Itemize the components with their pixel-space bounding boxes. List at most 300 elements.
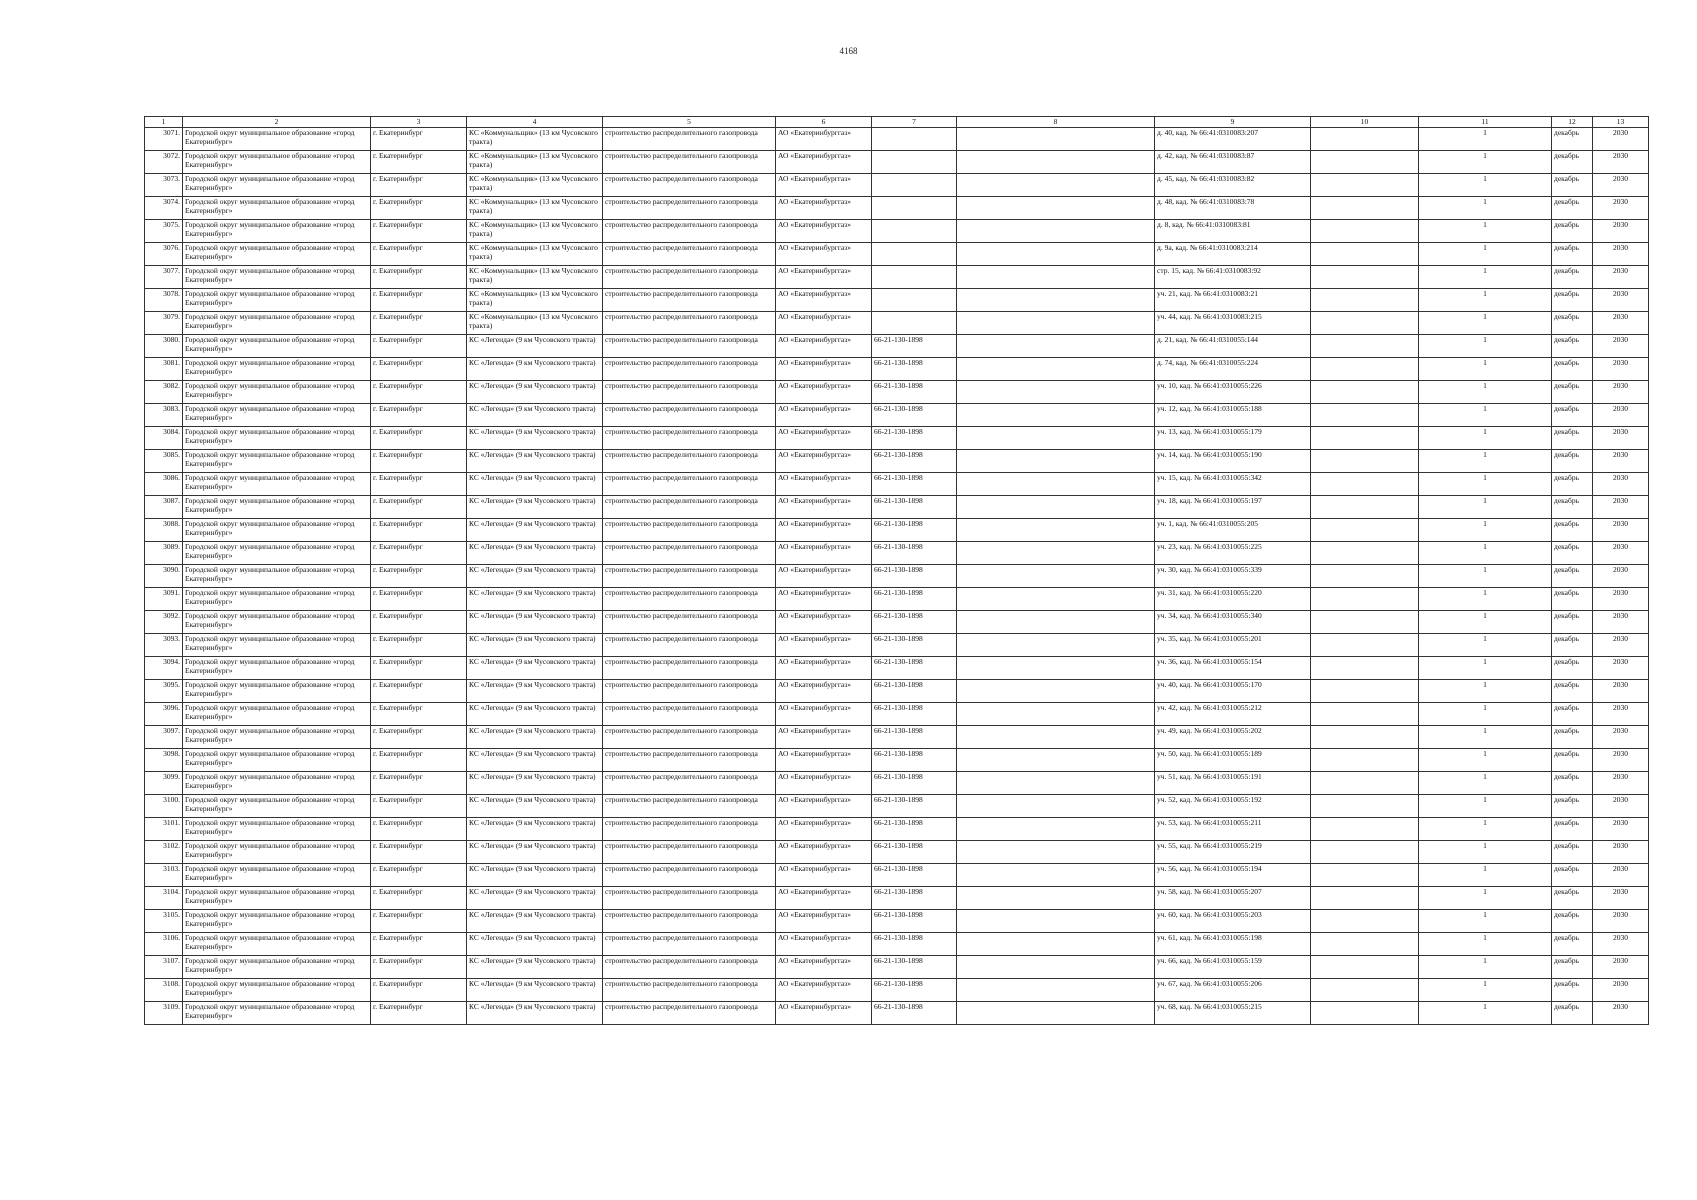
code-cell: 66-21-130-1898 — [872, 496, 957, 519]
owner-cell: АО «Екатеринбурггаз» — [776, 726, 872, 749]
object-cell: КС «Легенда» (9 км Чусовского тракта) — [467, 749, 603, 772]
column-8-cell — [957, 358, 1155, 381]
column-header-9: 9 — [1155, 117, 1311, 128]
month-cell: декабрь — [1552, 841, 1593, 864]
object-cell: КС «Легенда» (9 км Чусовского тракта) — [467, 818, 603, 841]
row-number: 3109. — [145, 1002, 183, 1025]
year-cell: 2030 — [1593, 404, 1649, 427]
cadastral-cell: д. 21, кад. № 66:41:0310055:144 — [1155, 335, 1311, 358]
year-cell: 2030 — [1593, 473, 1649, 496]
work-type-cell: строительство распределительного газопровода — [603, 473, 776, 496]
column-10-cell — [1311, 749, 1419, 772]
row-number: 3099. — [145, 772, 183, 795]
owner-cell: АО «Екатеринбурггаз» — [776, 335, 872, 358]
cadastral-cell: уч. 36, кад. № 66:41:0310055:154 — [1155, 657, 1311, 680]
object-cell: КС «Легенда» (9 км Чусовского тракта) — [467, 772, 603, 795]
code-cell — [872, 289, 957, 312]
cadastral-cell: уч. 35, кад. № 66:41:0310055:201 — [1155, 634, 1311, 657]
column-8-cell — [957, 151, 1155, 174]
year-cell: 2030 — [1593, 312, 1649, 335]
cadastral-cell: уч. 10, кад. № 66:41:0310055:226 — [1155, 381, 1311, 404]
column-10-cell — [1311, 243, 1419, 266]
cadastral-cell: д. 74, кад. № 66:41:0310055:224 — [1155, 358, 1311, 381]
row-number: 3086. — [145, 473, 183, 496]
work-type-cell: строительство распределительного газопровода — [603, 933, 776, 956]
year-cell: 2030 — [1593, 703, 1649, 726]
work-type-cell: строительство распределительного газопровода — [603, 358, 776, 381]
work-type-cell: строительство распределительного газопровода — [603, 772, 776, 795]
column-10-cell — [1311, 864, 1419, 887]
month-cell: декабрь — [1552, 772, 1593, 795]
column-8-cell — [957, 841, 1155, 864]
work-type-cell: строительство распределительного газопровода — [603, 519, 776, 542]
month-cell: декабрь — [1552, 174, 1593, 197]
table-header — [145, 117, 1649, 128]
column-10-cell — [1311, 335, 1419, 358]
owner-cell: АО «Екатеринбурггаз» — [776, 496, 872, 519]
municipality-cell: Городской округ муниципальное образование «город Екатеринбург» — [183, 795, 371, 818]
year-cell: 2030 — [1593, 887, 1649, 910]
column-8-cell — [957, 427, 1155, 450]
column-8-cell — [957, 1002, 1155, 1025]
header-row — [145, 117, 1649, 128]
month-cell: декабрь — [1552, 887, 1593, 910]
table-row — [145, 680, 1649, 703]
table-row — [145, 243, 1649, 266]
table-body — [145, 128, 1649, 1025]
column-8-cell — [957, 795, 1155, 818]
table-row — [145, 818, 1649, 841]
municipality-cell: Городской округ муниципальное образование «город Екатеринбург» — [183, 1002, 371, 1025]
city-cell: г. Екатеринбург — [371, 197, 467, 220]
work-type-cell: строительство распределительного газопровода — [603, 128, 776, 151]
month-cell: декабрь — [1552, 657, 1593, 680]
object-cell: КС «Коммунальщик» (13 км Чусовского тракта) — [467, 312, 603, 335]
cadastral-cell: уч. 12, кад. № 66:41:0310055:188 — [1155, 404, 1311, 427]
owner-cell: АО «Екатеринбурггаз» — [776, 381, 872, 404]
month-cell: декабрь — [1552, 312, 1593, 335]
city-cell: г. Екатеринбург — [371, 726, 467, 749]
code-cell: 66-21-130-1898 — [872, 887, 957, 910]
municipality-cell: Городской округ муниципальное образование «город Екатеринбург» — [183, 657, 371, 680]
month-cell: декабрь — [1552, 519, 1593, 542]
column-10-cell — [1311, 151, 1419, 174]
column-8-cell — [957, 818, 1155, 841]
city-cell: г. Екатеринбург — [371, 703, 467, 726]
work-type-cell: строительство распределительного газопровода — [603, 611, 776, 634]
work-type-cell: строительство распределительного газопровода — [603, 450, 776, 473]
year-cell: 2030 — [1593, 933, 1649, 956]
owner-cell: АО «Екатеринбурггаз» — [776, 289, 872, 312]
cadastral-cell: уч. 1, кад. № 66:41:0310055:205 — [1155, 519, 1311, 542]
column-10-cell — [1311, 910, 1419, 933]
table-row — [145, 312, 1649, 335]
month-cell: декабрь — [1552, 933, 1593, 956]
work-type-cell: строительство распределительного газопровода — [603, 588, 776, 611]
city-cell: г. Екатеринбург — [371, 565, 467, 588]
quantity-cell: 1 — [1419, 979, 1552, 1002]
municipality-cell: Городской округ муниципальное образование «город Екатеринбург» — [183, 243, 371, 266]
column-10-cell — [1311, 933, 1419, 956]
column-10-cell — [1311, 128, 1419, 151]
quantity-cell: 1 — [1419, 933, 1552, 956]
column-header-11: 11 — [1419, 117, 1552, 128]
year-cell: 2030 — [1593, 795, 1649, 818]
city-cell: г. Екатеринбург — [371, 496, 467, 519]
column-10-cell — [1311, 657, 1419, 680]
quantity-cell: 1 — [1419, 358, 1552, 381]
work-type-cell: строительство распределительного газопровода — [603, 220, 776, 243]
table-row — [145, 519, 1649, 542]
city-cell: г. Екатеринбург — [371, 910, 467, 933]
table-row — [145, 1002, 1649, 1025]
column-header-6: 6 — [776, 117, 872, 128]
row-number: 3107. — [145, 956, 183, 979]
row-number: 3077. — [145, 266, 183, 289]
year-cell: 2030 — [1593, 542, 1649, 565]
work-type-cell: строительство распределительного газопровода — [603, 680, 776, 703]
code-cell: 66-21-130-1898 — [872, 841, 957, 864]
object-cell: КС «Легенда» (9 км Чусовского тракта) — [467, 634, 603, 657]
municipality-cell: Городской округ муниципальное образование «город Екатеринбург» — [183, 565, 371, 588]
column-10-cell — [1311, 289, 1419, 312]
table-row — [145, 864, 1649, 887]
quantity-cell: 1 — [1419, 151, 1552, 174]
owner-cell: АО «Екатеринбурггаз» — [776, 1002, 872, 1025]
object-cell: КС «Легенда» (9 км Чусовского тракта) — [467, 795, 603, 818]
column-10-cell — [1311, 841, 1419, 864]
city-cell: г. Екатеринбург — [371, 841, 467, 864]
column-8-cell — [957, 128, 1155, 151]
table-row — [145, 404, 1649, 427]
year-cell: 2030 — [1593, 1002, 1649, 1025]
quantity-cell: 1 — [1419, 726, 1552, 749]
code-cell: 66-21-130-1898 — [872, 1002, 957, 1025]
object-cell: КС «Коммунальщик» (13 км Чусовского тракта) — [467, 128, 603, 151]
city-cell: г. Екатеринбург — [371, 312, 467, 335]
table-row — [145, 588, 1649, 611]
municipality-cell: Городской округ муниципальное образование «город Екатеринбург» — [183, 979, 371, 1002]
work-type-cell: строительство распределительного газопровода — [603, 404, 776, 427]
cadastral-cell: уч. 51, кад. № 66:41:0310055:191 — [1155, 772, 1311, 795]
code-cell: 66-21-130-1898 — [872, 565, 957, 588]
column-header-3: 3 — [371, 117, 467, 128]
year-cell: 2030 — [1593, 358, 1649, 381]
work-type-cell: строительство распределительного газопровода — [603, 151, 776, 174]
code-cell: 66-21-130-1898 — [872, 749, 957, 772]
column-10-cell — [1311, 680, 1419, 703]
column-10-cell — [1311, 220, 1419, 243]
object-cell: КС «Коммунальщик» (13 км Чусовского тракта) — [467, 174, 603, 197]
municipality-cell: Городской округ муниципальное образование «город Екатеринбург» — [183, 956, 371, 979]
city-cell: г. Екатеринбург — [371, 611, 467, 634]
cadastral-cell: уч. 30, кад. № 66:41:0310055:339 — [1155, 565, 1311, 588]
object-cell: КС «Легенда» (9 км Чусовского тракта) — [467, 726, 603, 749]
table-row — [145, 657, 1649, 680]
cadastral-cell: уч. 50, кад. № 66:41:0310055:189 — [1155, 749, 1311, 772]
work-type-cell: строительство распределительного газопровода — [603, 864, 776, 887]
work-type-cell: строительство распределительного газопровода — [603, 565, 776, 588]
month-cell: декабрь — [1552, 335, 1593, 358]
column-10-cell — [1311, 611, 1419, 634]
municipality-cell: Городской округ муниципальное образование «город Екатеринбург» — [183, 910, 371, 933]
row-number: 3108. — [145, 979, 183, 1002]
column-header-12: 12 — [1552, 117, 1593, 128]
code-cell — [872, 197, 957, 220]
quantity-cell: 1 — [1419, 634, 1552, 657]
year-cell: 2030 — [1593, 519, 1649, 542]
column-8-cell — [957, 864, 1155, 887]
municipality-cell: Городской округ муниципальное образование «город Екатеринбург» — [183, 726, 371, 749]
owner-cell: АО «Екатеринбурггаз» — [776, 588, 872, 611]
month-cell: декабрь — [1552, 473, 1593, 496]
object-cell: КС «Легенда» (9 км Чусовского тракта) — [467, 864, 603, 887]
year-cell: 2030 — [1593, 197, 1649, 220]
column-10-cell — [1311, 496, 1419, 519]
quantity-cell: 1 — [1419, 404, 1552, 427]
city-cell: г. Екатеринбург — [371, 450, 467, 473]
object-cell: КС «Легенда» (9 км Чусовского тракта) — [467, 496, 603, 519]
row-number: 3087. — [145, 496, 183, 519]
owner-cell: АО «Екатеринбурггаз» — [776, 473, 872, 496]
column-10-cell — [1311, 565, 1419, 588]
work-type-cell: строительство распределительного газопровода — [603, 266, 776, 289]
city-cell: г. Екатеринбург — [371, 542, 467, 565]
code-cell: 66-21-130-1898 — [872, 818, 957, 841]
municipality-cell: Городской округ муниципальное образование «город Екатеринбург» — [183, 404, 371, 427]
table-row — [145, 542, 1649, 565]
quantity-cell: 1 — [1419, 519, 1552, 542]
owner-cell: АО «Екатеринбурггаз» — [776, 634, 872, 657]
row-number: 3084. — [145, 427, 183, 450]
row-number: 3093. — [145, 634, 183, 657]
year-cell: 2030 — [1593, 289, 1649, 312]
owner-cell: АО «Екатеринбурггаз» — [776, 565, 872, 588]
column-10-cell — [1311, 588, 1419, 611]
municipality-cell: Городской округ муниципальное образование «город Екатеринбург» — [183, 128, 371, 151]
table-row — [145, 496, 1649, 519]
month-cell: декабрь — [1552, 427, 1593, 450]
table-row — [145, 151, 1649, 174]
row-number: 3073. — [145, 174, 183, 197]
work-type-cell: строительство распределительного газопровода — [603, 887, 776, 910]
column-10-cell — [1311, 887, 1419, 910]
row-number: 3103. — [145, 864, 183, 887]
city-cell: г. Екатеринбург — [371, 519, 467, 542]
month-cell: декабрь — [1552, 496, 1593, 519]
table-row — [145, 197, 1649, 220]
column-8-cell — [957, 289, 1155, 312]
table-row — [145, 956, 1649, 979]
quantity-cell: 1 — [1419, 910, 1552, 933]
city-cell: г. Екатеринбург — [371, 887, 467, 910]
table-row — [145, 358, 1649, 381]
table-row — [145, 335, 1649, 358]
municipality-cell: Городской округ муниципальное образование «город Екатеринбург» — [183, 864, 371, 887]
year-cell: 2030 — [1593, 151, 1649, 174]
page-number: 4168 — [839, 46, 858, 56]
column-header-4: 4 — [467, 117, 603, 128]
city-cell: г. Екатеринбург — [371, 174, 467, 197]
cadastral-cell: уч. 15, кад. № 66:41:0310055:342 — [1155, 473, 1311, 496]
object-cell: КС «Легенда» (9 км Чусовского тракта) — [467, 933, 603, 956]
city-cell: г. Екатеринбург — [371, 289, 467, 312]
row-number: 3094. — [145, 657, 183, 680]
column-8-cell — [957, 542, 1155, 565]
month-cell: декабрь — [1552, 128, 1593, 151]
work-type-cell: строительство распределительного газопровода — [603, 197, 776, 220]
quantity-cell: 1 — [1419, 266, 1552, 289]
year-cell: 2030 — [1593, 496, 1649, 519]
month-cell: декабрь — [1552, 381, 1593, 404]
municipality-cell: Городской округ муниципальное образование «город Екатеринбург» — [183, 841, 371, 864]
table-row — [145, 887, 1649, 910]
work-type-cell: строительство распределительного газопровода — [603, 335, 776, 358]
city-cell: г. Екатеринбург — [371, 1002, 467, 1025]
city-cell: г. Екатеринбург — [371, 634, 467, 657]
row-number: 3074. — [145, 197, 183, 220]
owner-cell: АО «Екатеринбурггаз» — [776, 427, 872, 450]
code-cell: 66-21-130-1898 — [872, 910, 957, 933]
city-cell: г. Екатеринбург — [371, 588, 467, 611]
year-cell: 2030 — [1593, 749, 1649, 772]
table-row — [145, 220, 1649, 243]
city-cell: г. Екатеринбург — [371, 818, 467, 841]
year-cell: 2030 — [1593, 772, 1649, 795]
code-cell: 66-21-130-1898 — [872, 542, 957, 565]
column-8-cell — [957, 910, 1155, 933]
column-10-cell — [1311, 358, 1419, 381]
row-number: 3081. — [145, 358, 183, 381]
code-cell: 66-21-130-1898 — [872, 864, 957, 887]
cadastral-cell: уч. 21, кад. № 66:41:0310083:21 — [1155, 289, 1311, 312]
column-10-cell — [1311, 1002, 1419, 1025]
owner-cell: АО «Екатеринбурггаз» — [776, 611, 872, 634]
data-table — [144, 116, 1649, 1025]
cadastral-cell: уч. 53, кад. № 66:41:0310055:211 — [1155, 818, 1311, 841]
column-8-cell — [957, 933, 1155, 956]
row-number: 3085. — [145, 450, 183, 473]
row-number: 3101. — [145, 818, 183, 841]
municipality-cell: Городской округ муниципальное образование «город Екатеринбург» — [183, 703, 371, 726]
quantity-cell: 1 — [1419, 174, 1552, 197]
code-cell: 66-21-130-1898 — [872, 726, 957, 749]
code-cell: 66-21-130-1898 — [872, 427, 957, 450]
table-row — [145, 933, 1649, 956]
quantity-cell: 1 — [1419, 657, 1552, 680]
month-cell: декабрь — [1552, 151, 1593, 174]
year-cell: 2030 — [1593, 220, 1649, 243]
municipality-cell: Городской округ муниципальное образование «город Екатеринбург» — [183, 611, 371, 634]
owner-cell: АО «Екатеринбурггаз» — [776, 749, 872, 772]
city-cell: г. Екатеринбург — [371, 243, 467, 266]
owner-cell: АО «Екатеринбурггаз» — [776, 266, 872, 289]
city-cell: г. Екатеринбург — [371, 220, 467, 243]
month-cell: декабрь — [1552, 818, 1593, 841]
owner-cell: АО «Екатеринбурггаз» — [776, 795, 872, 818]
code-cell: 66-21-130-1898 — [872, 703, 957, 726]
municipality-cell: Городской округ муниципальное образование «город Екатеринбург» — [183, 220, 371, 243]
row-number: 3097. — [145, 726, 183, 749]
column-8-cell — [957, 749, 1155, 772]
cadastral-cell: уч. 14, кад. № 66:41:0310055:190 — [1155, 450, 1311, 473]
column-8-cell — [957, 657, 1155, 680]
month-cell: декабрь — [1552, 910, 1593, 933]
row-number: 3098. — [145, 749, 183, 772]
column-8-cell — [957, 496, 1155, 519]
code-cell: 66-21-130-1898 — [872, 450, 957, 473]
month-cell: декабрь — [1552, 289, 1593, 312]
municipality-cell: Городской округ муниципальное образование «город Екатеринбург» — [183, 749, 371, 772]
municipality-cell: Городской округ муниципальное образование «город Екатеринбург» — [183, 381, 371, 404]
month-cell: декабрь — [1552, 795, 1593, 818]
municipality-cell: Городской округ муниципальное образование «город Екатеринбург» — [183, 772, 371, 795]
object-cell: КС «Легенда» (9 км Чусовского тракта) — [467, 565, 603, 588]
year-cell: 2030 — [1593, 979, 1649, 1002]
object-cell: КС «Легенда» (9 км Чусовского тракта) — [467, 680, 603, 703]
quantity-cell: 1 — [1419, 1002, 1552, 1025]
month-cell: декабрь — [1552, 864, 1593, 887]
city-cell: г. Екатеринбург — [371, 795, 467, 818]
municipality-cell: Городской округ муниципальное образование «город Екатеринбург» — [183, 174, 371, 197]
cadastral-cell: д. 8, кад. № 66:41:0310083:81 — [1155, 220, 1311, 243]
code-cell: 66-21-130-1898 — [872, 611, 957, 634]
cadastral-cell: уч. 52, кад. № 66:41:0310055:192 — [1155, 795, 1311, 818]
month-cell: декабрь — [1552, 197, 1593, 220]
work-type-cell: строительство распределительного газопровода — [603, 749, 776, 772]
work-type-cell: строительство распределительного газопровода — [603, 312, 776, 335]
column-8-cell — [957, 220, 1155, 243]
city-cell: г. Екатеринбург — [371, 381, 467, 404]
work-type-cell: строительство распределительного газопровода — [603, 381, 776, 404]
table-row — [145, 772, 1649, 795]
municipality-cell: Городской округ муниципальное образование «город Екатеринбург» — [183, 450, 371, 473]
city-cell: г. Екатеринбург — [371, 956, 467, 979]
municipality-cell: Городской округ муниципальное образование «город Екатеринбург» — [183, 519, 371, 542]
table-row — [145, 795, 1649, 818]
row-number: 3105. — [145, 910, 183, 933]
work-type-cell: строительство распределительного газопровода — [603, 818, 776, 841]
quantity-cell: 1 — [1419, 289, 1552, 312]
cadastral-cell: уч. 49, кад. № 66:41:0310055:202 — [1155, 726, 1311, 749]
row-number: 3072. — [145, 151, 183, 174]
month-cell: декабрь — [1552, 634, 1593, 657]
year-cell: 2030 — [1593, 427, 1649, 450]
owner-cell: АО «Екатеринбурггаз» — [776, 772, 872, 795]
object-cell: КС «Легенда» (9 км Чусовского тракта) — [467, 657, 603, 680]
owner-cell: АО «Екатеринбурггаз» — [776, 312, 872, 335]
municipality-cell: Городской округ муниципальное образование «город Екатеринбург» — [183, 358, 371, 381]
month-cell: декабрь — [1552, 220, 1593, 243]
table-row — [145, 473, 1649, 496]
object-cell: КС «Коммунальщик» (13 км Чусовского тракта) — [467, 197, 603, 220]
row-number: 3089. — [145, 542, 183, 565]
column-8-cell — [957, 335, 1155, 358]
row-number: 3092. — [145, 611, 183, 634]
owner-cell: АО «Екатеринбурггаз» — [776, 404, 872, 427]
column-8-cell — [957, 565, 1155, 588]
column-8-cell — [957, 979, 1155, 1002]
year-cell: 2030 — [1593, 266, 1649, 289]
cadastral-cell: уч. 42, кад. № 66:41:0310055:212 — [1155, 703, 1311, 726]
work-type-cell: строительство распределительного газопровода — [603, 726, 776, 749]
row-number: 3078. — [145, 289, 183, 312]
column-8-cell — [957, 243, 1155, 266]
cadastral-cell: д. 9а, кад. № 66:41:0310083:214 — [1155, 243, 1311, 266]
column-10-cell — [1311, 818, 1419, 841]
work-type-cell: строительство распределительного газопровода — [603, 427, 776, 450]
work-type-cell: строительство распределительного газопровода — [603, 1002, 776, 1025]
